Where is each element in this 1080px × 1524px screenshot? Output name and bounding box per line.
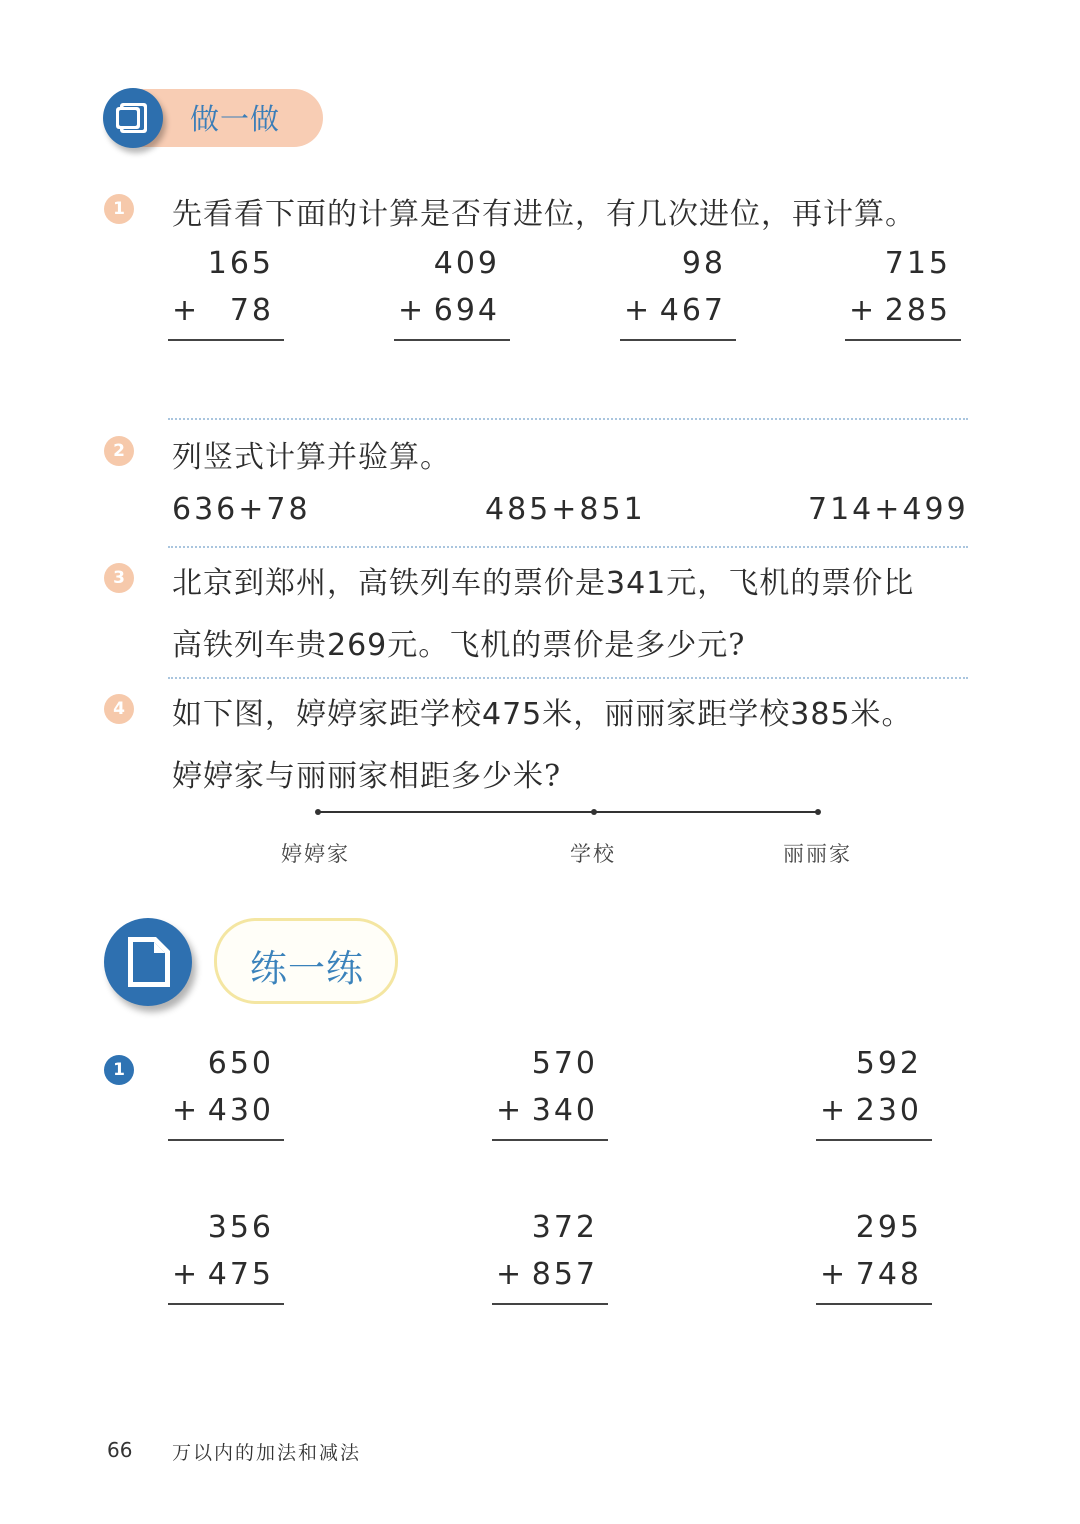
addition-problem [168,1210,284,1306]
distance-value: 475 [482,697,543,732]
dotted-divider [168,546,968,548]
addend-top: 570 [531,1046,598,1081]
addition-problem [168,246,284,342]
point-school [591,809,597,815]
sum-line [168,339,284,341]
expression: 714+499 [808,492,969,527]
sum-line [168,1303,284,1305]
addend-top: 715 [884,246,951,281]
addend-bottom: 694 [433,293,500,328]
addend-bottom: 78 [229,293,274,328]
question-badge-1: 1 [104,194,134,224]
question-1-text: 先看看下面的计算是否有进位，有几次进位，再计算。 [172,197,916,232]
sum-line [492,1139,608,1141]
addend-bottom: 285 [884,293,951,328]
distance-value: 385 [790,697,851,732]
sum-line [492,1303,608,1305]
text-segment: 高铁列车贵 [172,628,327,663]
addend-bottom: 230 [855,1093,922,1128]
do-it-icon [103,88,163,148]
addend-top: 650 [207,1046,274,1081]
sum-line [816,1139,932,1141]
text-segment: 元。飞机的票价是多少元? [387,628,746,663]
addition-problem [845,246,961,342]
question-badge-4: 4 [104,694,134,724]
expression: 485+851 [485,492,646,527]
addend-bottom: 340 [531,1093,598,1128]
addend-bottom: 475 [207,1257,274,1292]
chapter-title: 万以内的加法和减法 [172,1442,362,1464]
question-4-line-1 [172,689,913,733]
question-3-line-2 [172,620,745,664]
question-2-text: 列竖式计算并验算。 [172,440,451,475]
addend-top: 409 [433,246,500,281]
sum-line [168,1139,284,1141]
price-value: 341 [606,566,667,601]
diagram-label-tingting-home: 婷婷家 [281,842,350,866]
expression: 636+78 [172,492,311,527]
addend-top: 372 [531,1210,598,1245]
sum-line [620,339,736,341]
question-badge-2: 2 [104,436,134,466]
addend-bottom: 857 [531,1257,598,1292]
addend-bottom: 748 [855,1257,922,1292]
page-number: 66 [107,1438,133,1462]
addend-top: 592 [855,1046,922,1081]
question-badge-3: 3 [104,563,134,593]
addend-top: 98 [681,246,726,281]
addition-problem [620,246,736,342]
plus-sign: + [496,1257,522,1292]
text-segment: 如下图，婷婷家距学校 [172,697,482,732]
text-segment: 北京到郑州，高铁列车的票价是 [172,566,606,601]
price-difference: 269 [327,628,388,663]
addend-top: 356 [207,1210,274,1245]
addend-bottom: 430 [207,1093,274,1128]
diagram-label-school: 学校 [570,842,616,866]
addition-problem [816,1210,932,1306]
question-4-line-2: 婷婷家与丽丽家相距多少米? [172,759,562,794]
dotted-divider [168,677,968,679]
plus-sign: + [172,1093,198,1128]
plus-sign: + [398,293,424,328]
addend-top: 165 [207,246,274,281]
distance-diagram [300,800,840,824]
point-lili-home [815,809,821,815]
addition-problem [394,246,510,342]
diagram-label-lili-home: 丽丽家 [783,842,852,866]
text-segment: 米。 [850,697,913,732]
text-segment: 元，飞机的票价比 [666,566,915,601]
sum-line [816,1303,932,1305]
addition-problem [168,1046,284,1142]
practice-badge-1: 1 [104,1055,134,1085]
plus-sign: + [849,293,875,328]
practice-icon [104,918,192,1006]
practice-title: 练一练 [250,947,364,990]
addend-bottom: 467 [659,293,726,328]
dotted-divider [168,418,968,420]
do-it-title: 做一做 [190,102,281,136]
question-3-line-1 [172,558,914,602]
addition-problem [492,1210,608,1306]
plus-sign: + [496,1093,522,1128]
plus-sign: + [820,1093,846,1128]
plus-sign: + [624,293,650,328]
addend-top: 295 [855,1210,922,1245]
plus-sign: + [172,293,198,328]
sum-line [845,339,961,341]
text-segment: 米，丽丽家距学校 [542,697,791,732]
addition-problem [816,1046,932,1142]
point-tingting-home [315,809,321,815]
addition-problem [492,1046,608,1142]
plus-sign: + [172,1257,198,1292]
sum-line [394,339,510,341]
plus-sign: + [820,1257,846,1292]
